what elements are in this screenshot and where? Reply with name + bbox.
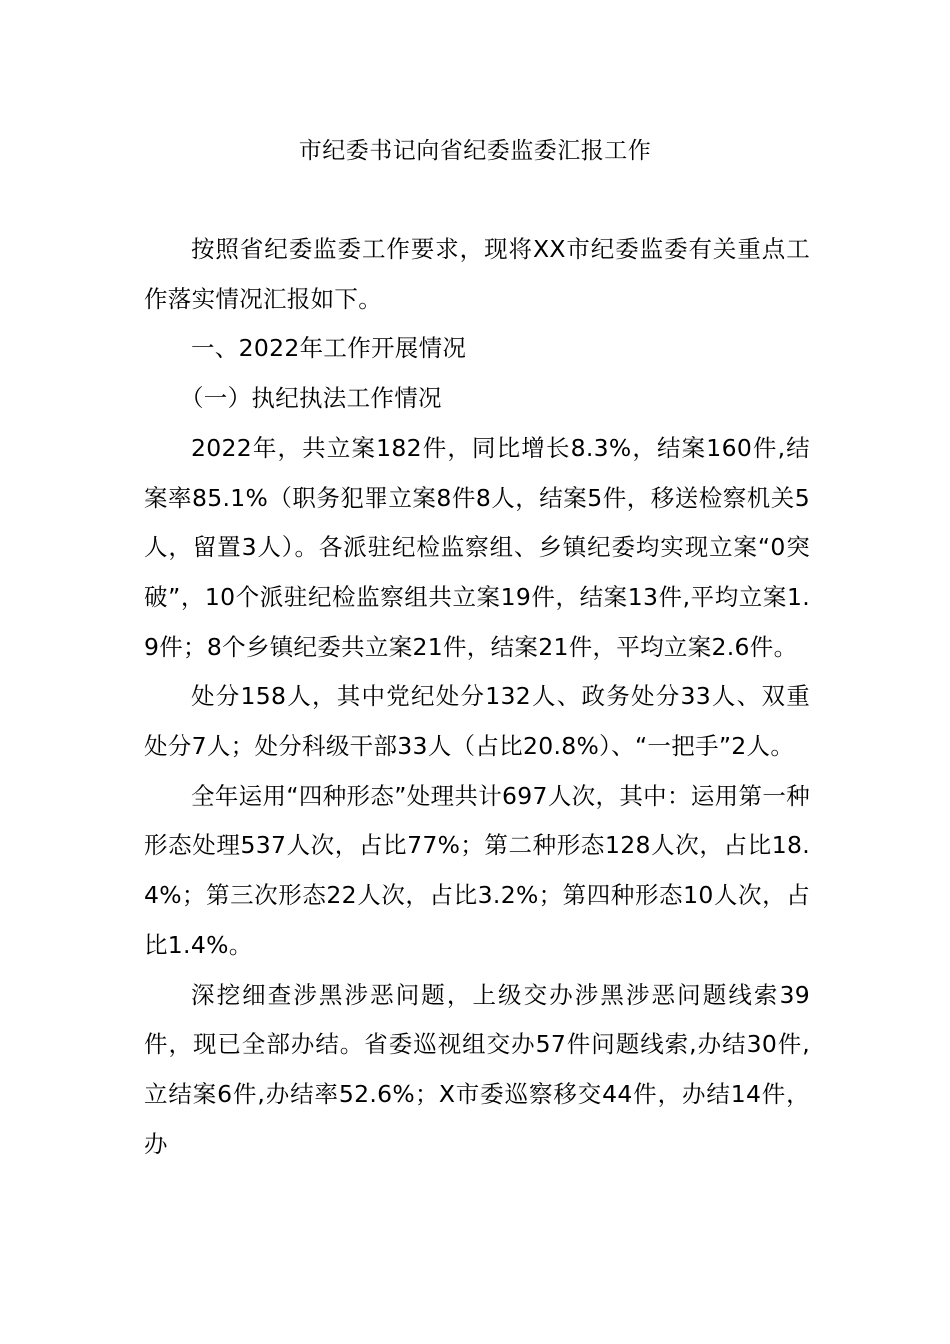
gang-crime-paragraph: 深挖细查涉黑涉恶问题，上级交办涉黑涉恶问题线索39件，现已全部办结。省委巡视组交办57件问题线索,办结30件,立结案6件,办结率52.6%；X市委巡察移交44件，办结14件，办 bbox=[144, 980, 810, 1158]
document-title: 市纪委书记向省纪委监委汇报工作 bbox=[298, 138, 652, 164]
intro-paragraph: 按照省纪委监委工作要求，现将XX市纪委监委有关重点工作落实情况汇报如下。 bbox=[144, 235, 810, 313]
punishment-paragraph: 处分158人，其中党纪处分132人、政务处分33人、双重处分7人；处分科级干部33人（占比20.8%）、“一把手”2人。 bbox=[144, 682, 810, 761]
case-statistics-paragraph: 2022年，共立案182件，同比增长8.3%，结案160件,结案率85.1%（职务犯罪立案8件8人，结案5件，移送检察机关5人，留置3人）。各派驻纪检监察组、乡镇纪委均实现立案“0突破”，10个派驻纪检监察组共立案19件，结案13件,平均立案1.9件；8个乡镇纪委共立案21件，结案21件，平均立案2.6件。 bbox=[144, 433, 810, 661]
document-body bbox=[144, 225, 810, 1169]
subsection-heading: （一）执纪执法工作情况 bbox=[180, 384, 442, 413]
four-forms-paragraph: 全年运用“四种形态”处理共计697人次，其中：运用第一种形态处理537人次，占比77%；第二种形态128人次，占比18.4%；第三次形态22人次，占比3.2%；第四种形态10人次，占比1.4%。 bbox=[144, 781, 810, 959]
section-heading: 一、2022年工作开展情况 bbox=[191, 334, 467, 363]
